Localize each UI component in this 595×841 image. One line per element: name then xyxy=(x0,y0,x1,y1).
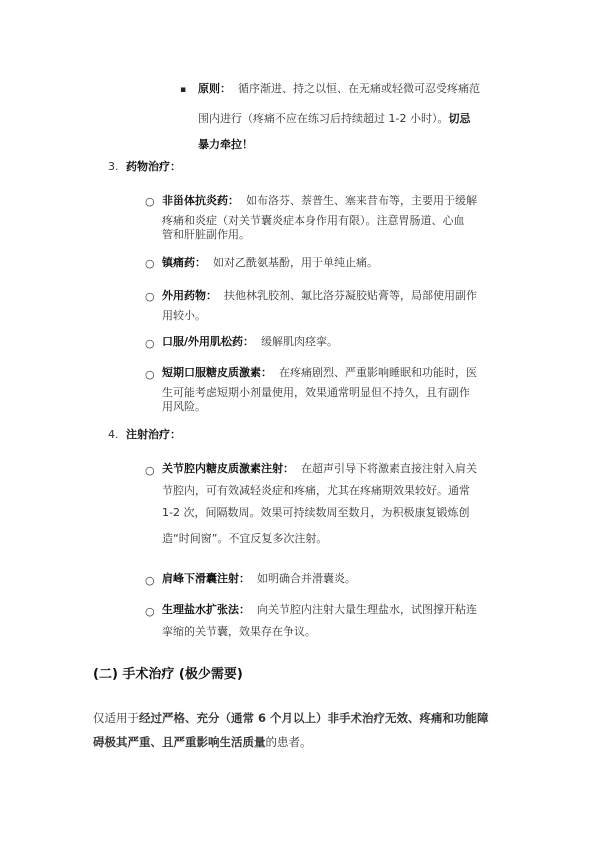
surgery-heading: (二) 手术治疗 (极少需要) xyxy=(93,667,243,682)
section-3-number: 3. xyxy=(108,160,119,173)
principle-warning-end: 暴力牵拉！ xyxy=(198,138,253,151)
section-4-heading: 注射治疗： xyxy=(126,428,181,441)
circle-bullet-icon: ○ xyxy=(145,605,155,618)
topical-label: 外用药物： xyxy=(162,289,217,302)
intra-articular-label: 关节腔内糖皮质激素注射： xyxy=(162,462,294,475)
circle-bullet-icon: ○ xyxy=(145,464,155,477)
circle-bullet-icon: ○ xyxy=(145,574,155,587)
section-3-heading: 药物治疗： xyxy=(126,160,181,173)
surgery-paragraph-line-2: 碍极其严重、且严重影响生活质量的患者。 xyxy=(93,735,312,749)
nsaid-item: 非甾体抗炎药： 如布洛芬、萘普生、塞来昔布等，主要用于缓解 疼痛和炎症（对关节囊炎症本身作用有限）。注意胃肠道、心血 管和肝脏副作用。 xyxy=(162,194,477,241)
principle-label: 原则： xyxy=(198,82,231,95)
circle-bullet-icon: ○ xyxy=(145,337,155,350)
intra-articular-item: 关节腔内糖皮质激素注射： 在超声引导下将激素直接注射入肩关 节腔内，可有效减轻炎症和疼痛，尤其在疼痛期效果较好。通常 1-2 次，间隔数周。效果可持续数周至数月，为积极康复锻炼创 造“时间窗”。不宜反复多次注射。 xyxy=(162,462,477,545)
analgesic-label: 镇痛药： xyxy=(162,256,206,269)
section-4-number: 4. xyxy=(108,428,119,441)
principle-item-cont xyxy=(198,112,470,126)
principle-text-2: 围内进行（疼痛不应在练习后持续超过 1-2 小时）。 xyxy=(198,112,449,125)
surgery-paragraph-line-1: 仅适用于经过严格、充分（通常 6 个月以上）非手术治疗无效、疼痛和功能障 xyxy=(93,711,489,725)
principle-warning: 切忌 xyxy=(448,112,471,125)
topical-item: 外用药物： 扶他林乳胶剂、氟比洛芬凝胶贴膏等，局部使用副作 用较小。 xyxy=(162,289,477,322)
principle-text-1: 循序渐进、持之以恒、在无痛或轻微可忍受疼痛范 xyxy=(238,82,480,95)
circle-bullet-icon: ○ xyxy=(145,257,155,270)
circle-bullet-icon: ○ xyxy=(145,368,155,381)
circle-bullet-icon: ○ xyxy=(145,195,155,208)
oral-steroid-item: 短期口服糖皮质激素： 在疼痛剧烈、严重影响睡眠和功能时，医 生可能考虑短期小剂量使用，效果通常明显但不持久，且有副作 用风险。 xyxy=(162,366,477,413)
saline-label: 生理盐水扩张法： xyxy=(162,603,250,616)
circle-bullet-icon: ○ xyxy=(145,290,155,303)
relaxant-label: 口服/外用肌松药： xyxy=(162,335,255,348)
square-bullet-icon: ▪ xyxy=(180,85,187,95)
oral-steroid-label: 短期口服糖皮质激素： xyxy=(162,366,272,379)
saline-item: 生理盐水扩张法： 向关节腔内注射大量生理盐水，试图撑开粘连 挛缩的关节囊，效果存在争议。 xyxy=(162,603,477,638)
nsaid-label: 非甾体抗炎药： xyxy=(162,194,239,207)
bursa-item: 肩峰下滑囊注射： 如明确合并滑囊炎。 xyxy=(162,572,356,585)
principle-item xyxy=(198,82,480,96)
principle-item-end xyxy=(198,138,253,152)
bursa-label: 肩峰下滑囊注射： xyxy=(162,572,250,585)
analgesic-item: 镇痛药： 如对乙酰氨基酚，用于单纯止痛。 xyxy=(162,256,378,269)
relaxant-item: 口服/外用肌松药： 缓解肌肉痉挛。 xyxy=(162,335,339,348)
